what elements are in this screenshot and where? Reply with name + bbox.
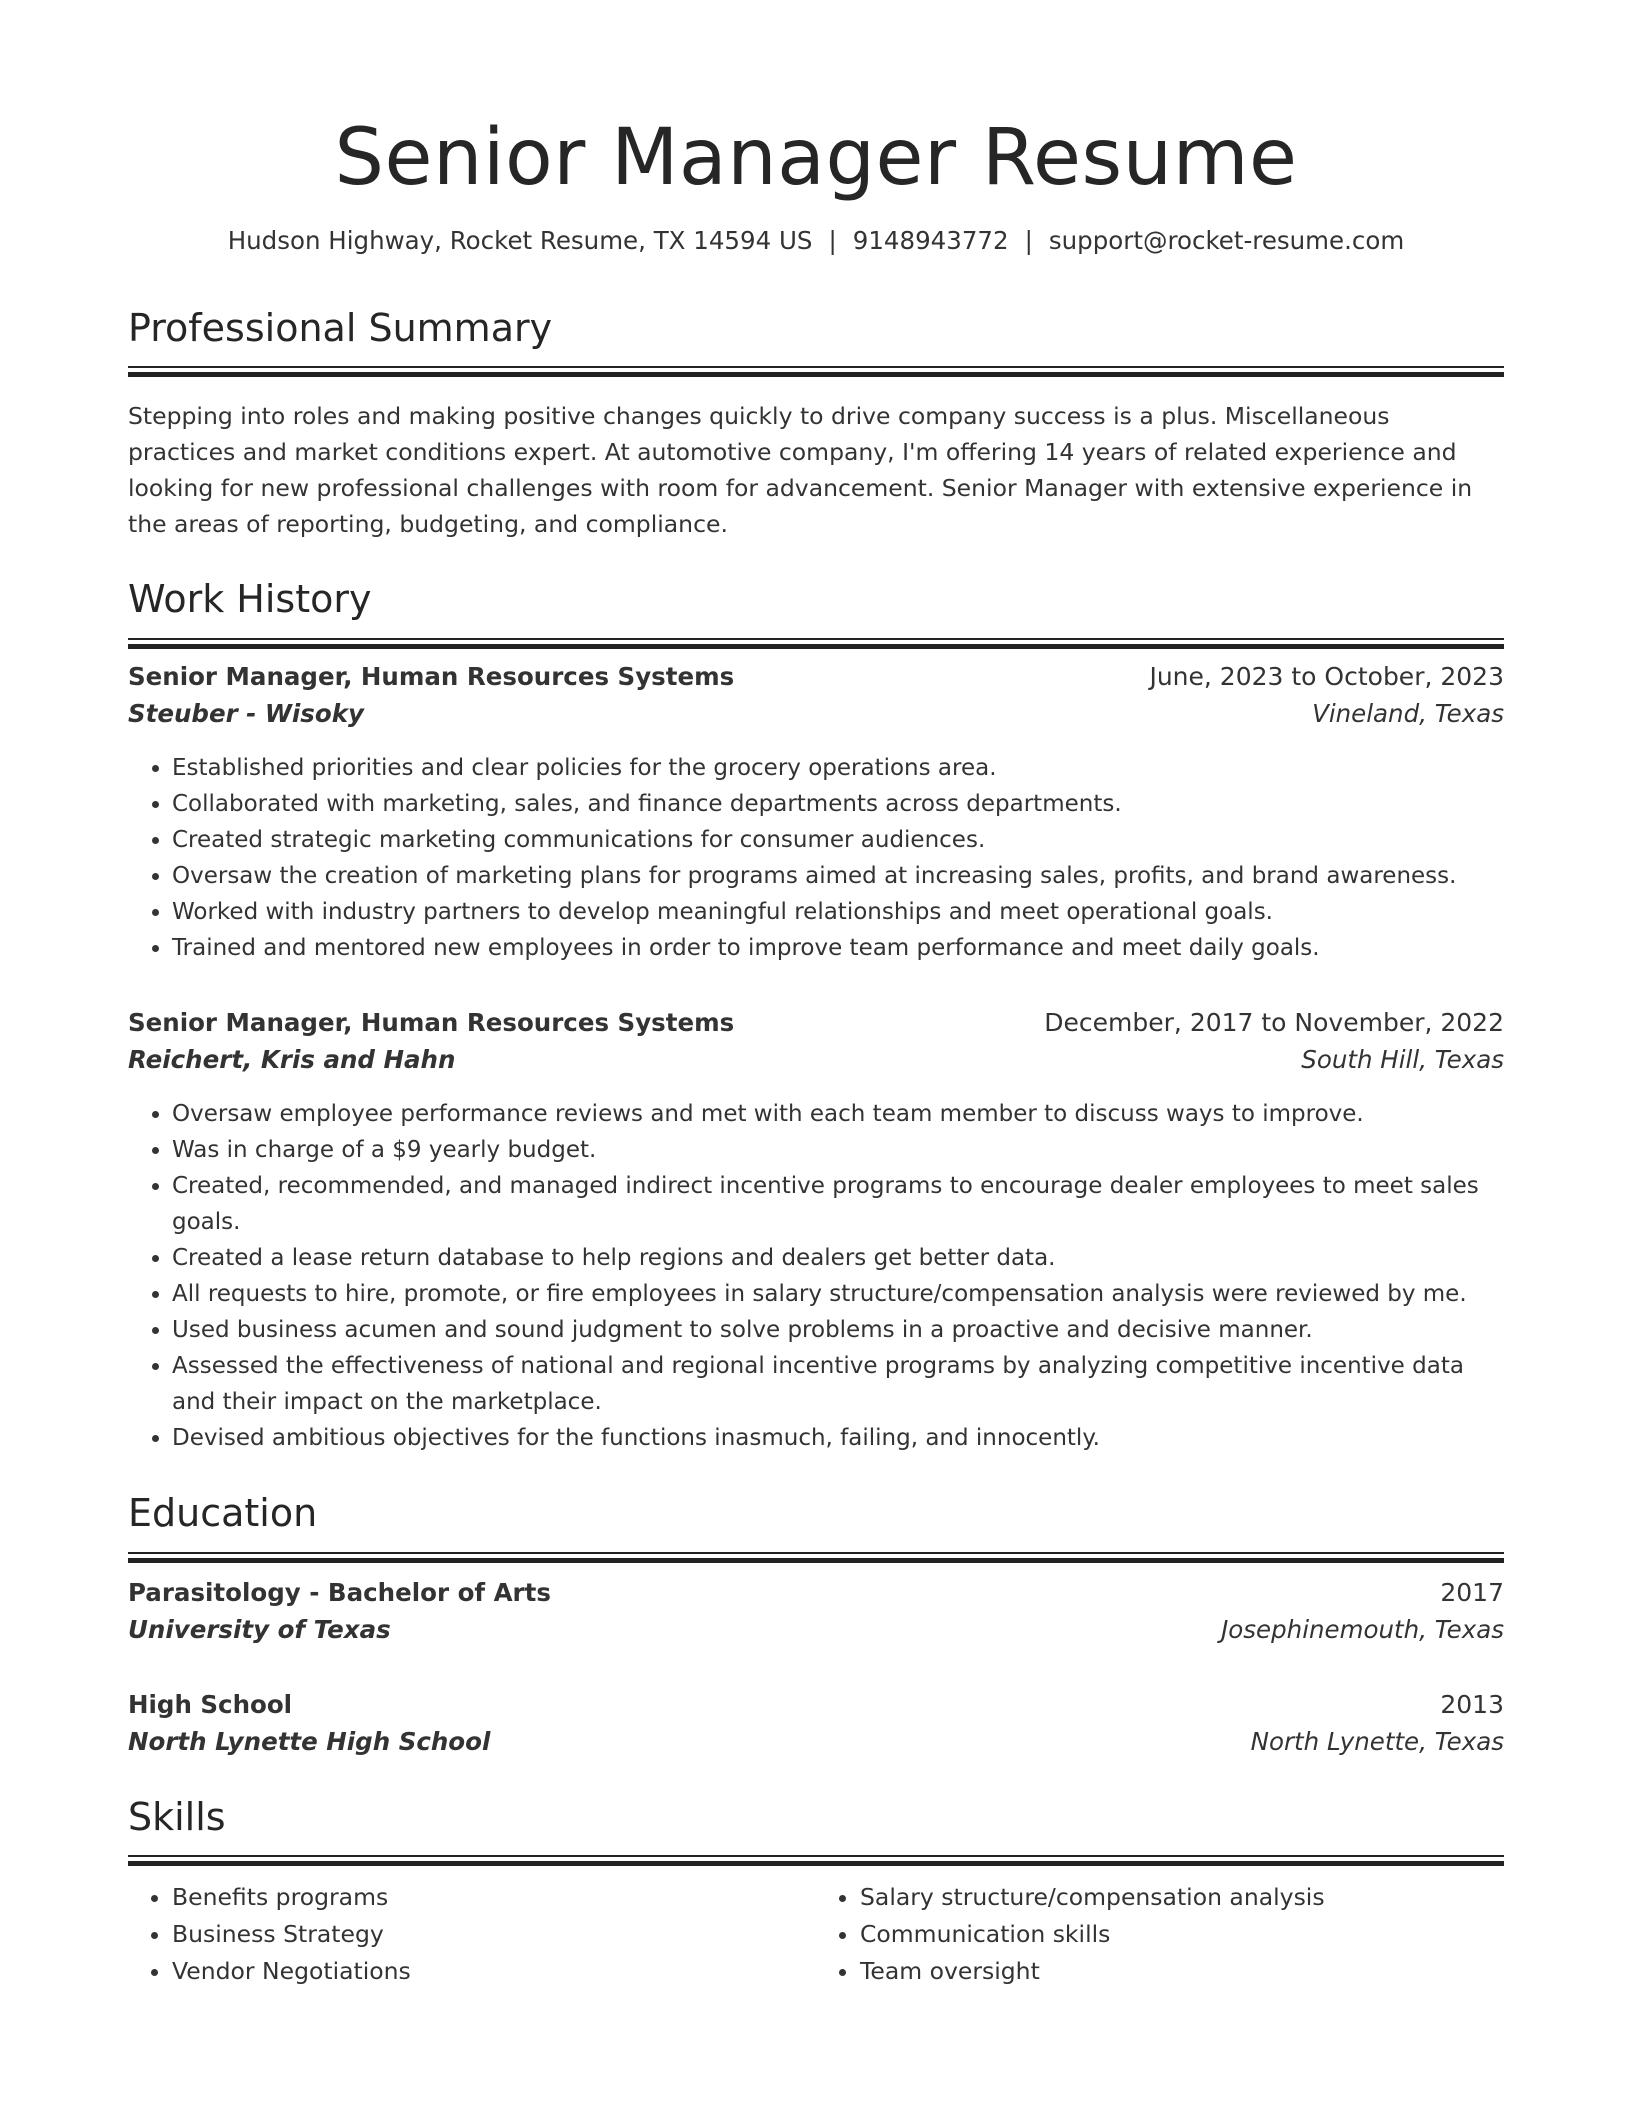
skill-item: • Salary structure/compensation analysis (860, 1879, 1504, 1916)
education-entry (128, 1578, 1504, 1644)
skills-list-left (128, 1879, 816, 1990)
job-bullet: • Worked with industry partners to develop meaningful relationships and meet operational goals. (172, 894, 1504, 930)
education-year: 2013 (1440, 1689, 1504, 1719)
skills-list-right (816, 1879, 1504, 1990)
job-bullet: • Was in charge of a $9 yearly budget. (172, 1132, 1504, 1168)
education-subheader (128, 1719, 1504, 1756)
job-bullet: • Created a lease return database to help regions and dealers get better data. (172, 1240, 1504, 1276)
contact-phone: 9148943772 (852, 225, 1009, 255)
education-header (128, 1690, 1504, 1719)
summary-heading: Professional Summary (128, 305, 553, 350)
summary-text: Stepping into roles and making positive changes quickly to drive company success is a plus. Miscellaneous practices and market conditions expert. At automotive company, I'm offering 14 years of related experience and looking for new professional challenges with room for advancement. Senior Manager with extensive experience in the areas of reporting, budgeting, and compliance. (128, 402, 1473, 539)
section-divider (128, 638, 1504, 640)
skill-item: • Communication skills (860, 1916, 1504, 1953)
job-role: Senior Manager, Human Resources Systems (128, 661, 735, 691)
section-divider (128, 1855, 1504, 1857)
education-school: North Lynette High School (128, 1726, 491, 1756)
contact-separator: | (828, 225, 837, 255)
education-header (128, 1578, 1504, 1607)
education-degree: High School (128, 1689, 293, 1719)
job-bullet: • Created, recommended, and managed indirect incentive programs to encourage dealer employees to meet sales goals. (172, 1168, 1504, 1240)
education-location: North Lynette, Texas (1250, 1726, 1504, 1756)
skill-item: • Vendor Negotiations (172, 1953, 816, 1990)
contact-email: support@rocket-resume.com (1048, 225, 1405, 255)
education-subheader (128, 1607, 1504, 1644)
job-subheader (128, 691, 1504, 728)
job-bullet: • All requests to hire, promote, or fire employees in salary structure/compensation analysis were reviewed by me. (172, 1276, 1504, 1312)
work-history-heading: Work History (128, 577, 372, 622)
job-bullet: • Assessed the effectiveness of national and regional incentive programs by analyzing competitive incentive data and their impact on the marketplace. (172, 1348, 1504, 1420)
job-bullet: • Created strategic marketing communications for consumer audiences. (172, 822, 1504, 858)
education-year: 2017 (1440, 1577, 1504, 1607)
skill-item: • Team oversight (860, 1953, 1504, 1990)
job-dates: December, 2017 to November, 2022 (1044, 1007, 1504, 1037)
job-bullet: • Collaborated with marketing, sales, and finance departments across departments. (172, 786, 1504, 822)
contact-line (128, 226, 1504, 255)
education-entry (128, 1690, 1504, 1756)
job-entry (128, 1008, 1504, 1456)
job-subheader (128, 1037, 1504, 1074)
skill-item: • Business Strategy (172, 1916, 816, 1953)
job-dates: June, 2023 to October, 2023 (1149, 661, 1504, 691)
job-bullet: • Oversaw the creation of marketing plans for programs aimed at increasing sales, profits, and brand awareness. (172, 858, 1504, 894)
job-bullet: • Established priorities and clear policies for the grocery operations area. (172, 750, 1504, 786)
job-bullets (128, 750, 1504, 966)
job-bullets (128, 1096, 1504, 1456)
section-divider (128, 366, 1504, 368)
education-degree: Parasitology - Bachelor of Arts (128, 1577, 551, 1607)
job-location: Vineland, Texas (1312, 698, 1504, 728)
job-location: South Hill, Texas (1301, 1044, 1504, 1074)
job-bullet: • Used business acumen and sound judgment to solve problems in a proactive and decisive manner. (172, 1312, 1504, 1348)
resume-title: Senior Manager Resume (334, 113, 1298, 203)
contact-address: Hudson Highway, Rocket Resume, TX 14594 US (227, 225, 813, 255)
education-location: Josephinemouth, Texas (1221, 1614, 1504, 1644)
job-header (128, 1008, 1504, 1037)
skill-item: • Benefits programs (172, 1879, 816, 1916)
education-heading: Education (128, 1490, 318, 1535)
job-role: Senior Manager, Human Resources Systems (128, 1007, 735, 1037)
job-company: Reichert, Kris and Hahn (128, 1044, 456, 1074)
section-divider (128, 1552, 1504, 1554)
education-school: University of Texas (128, 1614, 391, 1644)
job-bullet: • Trained and mentored new employees in order to improve team performance and meet daily goals. (172, 930, 1504, 966)
job-entry (128, 662, 1504, 966)
contact-separator: | (1024, 225, 1033, 255)
job-header (128, 662, 1504, 691)
job-company: Steuber - Wisoky (128, 698, 364, 728)
job-bullet: • Oversaw employee performance reviews and met with each team member to discuss ways to improve. (172, 1096, 1504, 1132)
job-bullet: • Devised ambitious objectives for the functions inasmuch, failing, and innocently. (172, 1420, 1504, 1456)
skills-columns (128, 1879, 1504, 1990)
skills-heading: Skills (128, 1794, 226, 1839)
